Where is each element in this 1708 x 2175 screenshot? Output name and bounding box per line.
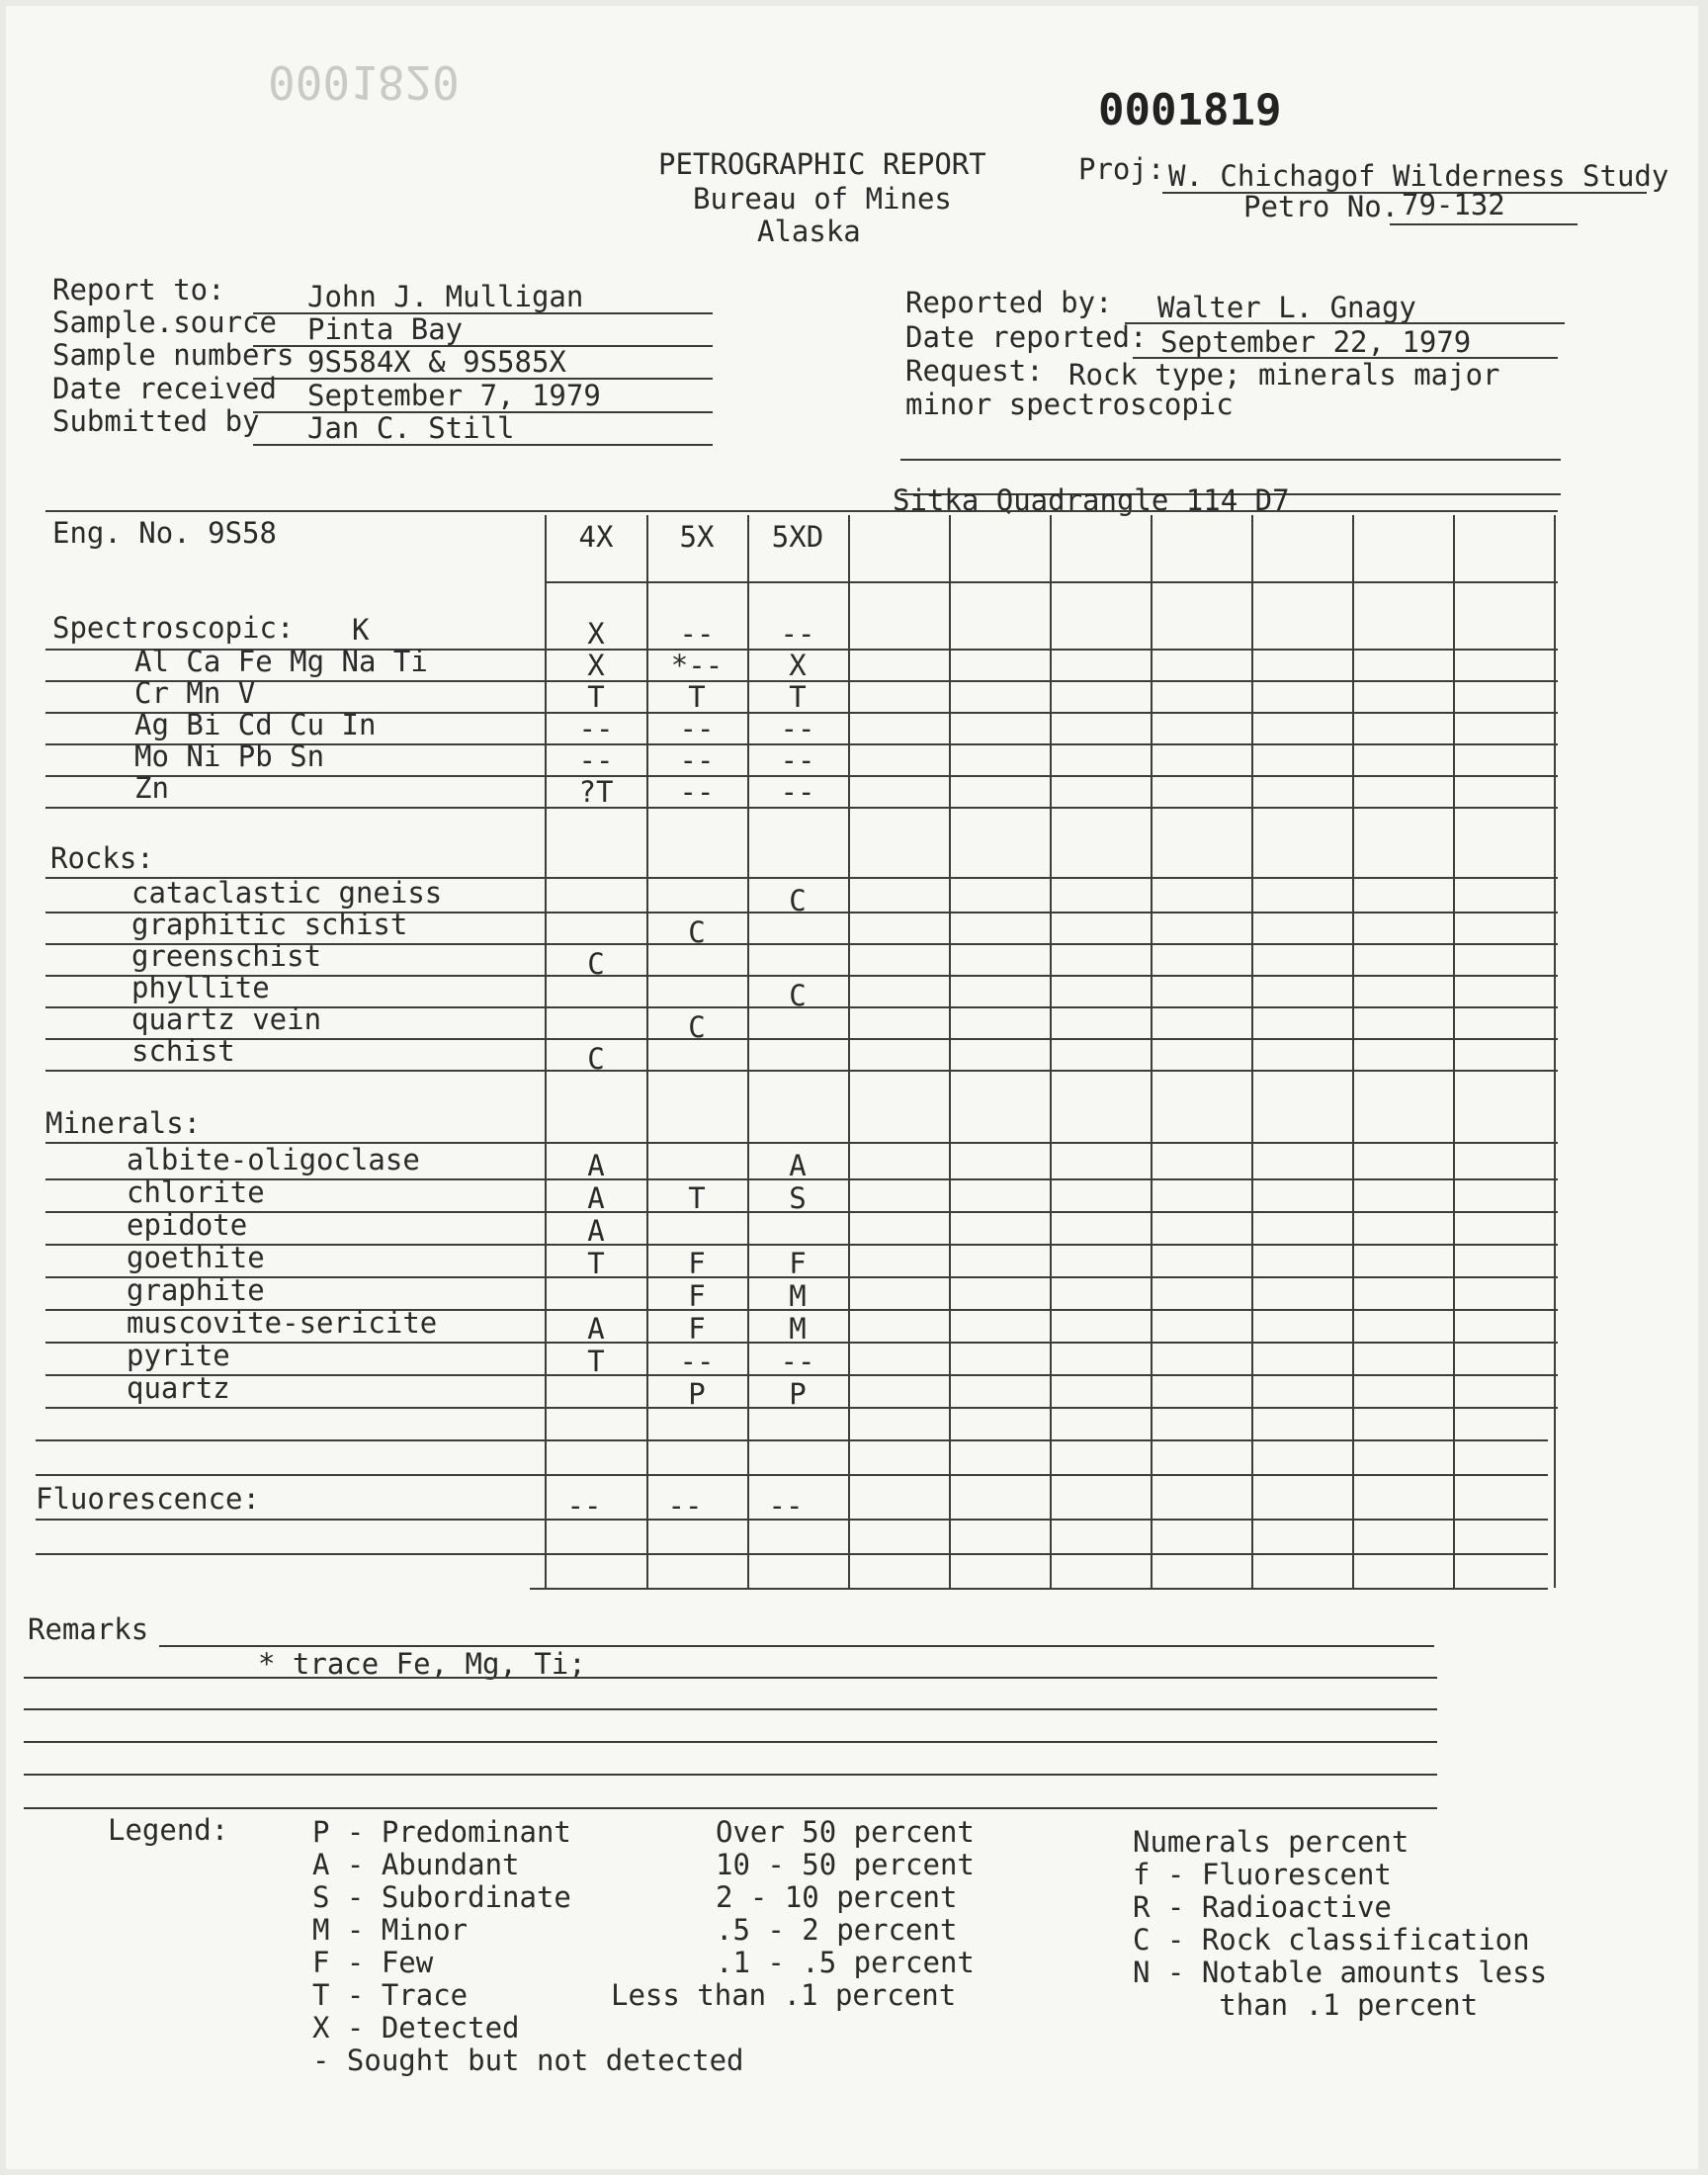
cell-value: T [587, 1247, 605, 1280]
cell-value: -- [566, 1489, 602, 1522]
legend-label: Legend: [108, 1813, 229, 1847]
row-label: cataclastic gneiss [131, 876, 443, 910]
field-value: Pinta Bay [307, 312, 464, 346]
cell-value: -- [780, 743, 815, 777]
cell-value: -- [578, 712, 614, 745]
document-page [6, 6, 1698, 2169]
cell-value: C [789, 884, 807, 917]
cell-value: C [688, 915, 706, 949]
field-value: Jan C. Still [307, 411, 515, 445]
cell-value: M [789, 1312, 807, 1346]
cell-value: F [789, 1247, 807, 1280]
section-fluorescence: Fluorescence: [36, 1482, 260, 1516]
project-value: W. Chichagof Wilderness Study [1168, 159, 1669, 193]
column-header-4x: 4X [578, 520, 614, 554]
cell-value: -- [679, 712, 715, 745]
field-value: John J. Mulligan [307, 280, 584, 313]
state-name: Alaska [757, 215, 861, 248]
cell-value: C [587, 1042, 605, 1076]
row-label: muscovite-sericite [127, 1306, 438, 1340]
field-label: Submitted by [52, 404, 260, 438]
cell-value: A [587, 1149, 605, 1182]
cell-value: A [587, 1214, 605, 1248]
legend-code: - Sought but not detected [312, 2044, 744, 2077]
row-label: chlorite [127, 1175, 265, 1209]
remarks-text: * trace Fe, Mg, Ti; [258, 1647, 586, 1681]
cell-value: F [688, 1279, 706, 1313]
legend-code: P - Predominant [312, 1815, 571, 1849]
legend-range: .1 - .5 percent [716, 1946, 975, 1979]
legend-note: R - Radioactive [1133, 1890, 1392, 1924]
legend-note: N - Notable amounts less [1133, 1956, 1548, 1989]
row-label: pyrite [127, 1339, 230, 1372]
cell-value: P [789, 1377, 807, 1411]
row-label: schist [131, 1034, 235, 1068]
cell-value: M [789, 1279, 807, 1313]
row-label: K [352, 613, 370, 647]
cell-value: F [688, 1312, 706, 1346]
row-label: Al Ca Fe Mg Na Ti [134, 645, 428, 678]
row-label: Ag Bi Cd Cu In [134, 708, 377, 741]
section-minerals: Minerals: [45, 1106, 202, 1140]
legend-note: Numerals percent [1133, 1825, 1409, 1859]
field-label: Sample numbers [52, 338, 295, 372]
row-label: Mo Ni Pb Sn [134, 740, 325, 773]
row-label: graphite [127, 1273, 265, 1307]
cell-value: -- [679, 775, 715, 809]
column-header-5x: 5X [679, 520, 715, 554]
cell-value: -- [578, 743, 614, 777]
remarks-label: Remarks [28, 1612, 149, 1646]
cell-value: P [688, 1377, 706, 1411]
cell-value: -- [780, 1345, 815, 1378]
field-value: 9S584X & 9S585X [307, 345, 566, 379]
cell-value: X [587, 649, 605, 682]
legend-range: 2 - 10 percent [716, 1880, 958, 1914]
cell-value: A [789, 1149, 807, 1182]
field-label: Date received [52, 372, 277, 405]
petro-no-label: Petro No. [1243, 190, 1400, 223]
legend-code: X - Detected [312, 2011, 520, 2044]
row-label: goethite [127, 1241, 265, 1274]
legend-code: S - Subordinate [312, 1880, 571, 1914]
field-label: Sample.source [52, 305, 277, 339]
cell-value: S [789, 1181, 807, 1215]
row-label: phyllite [131, 971, 270, 1004]
legend-code: M - Minor [312, 1913, 469, 1947]
legend-range: 10 - 50 percent [716, 1848, 975, 1881]
agency-name: Bureau of Mines [693, 182, 952, 216]
reported-by-label: Reported by: [905, 286, 1113, 319]
cell-value: A [587, 1181, 605, 1215]
cell-value: X [587, 617, 605, 651]
cell-value: A [587, 1312, 605, 1346]
reported-by-value: Walter L. Gnagy [1157, 291, 1416, 324]
cell-value: -- [780, 775, 815, 809]
row-label: Cr Mn V [134, 676, 256, 710]
cell-value: -- [768, 1489, 804, 1522]
request-value-line2: minor spectroscopic [905, 388, 1234, 421]
cell-value: ?T [578, 775, 614, 809]
cell-value: -- [679, 1345, 715, 1378]
quadrangle: Sitka Quadrangle 114 D7 [893, 483, 1290, 517]
legend-range: .5 - 2 percent [716, 1913, 958, 1947]
row-label: quartz [127, 1371, 230, 1405]
report-title: PETROGRAPHIC REPORT [658, 147, 986, 181]
field-value: September 7, 1979 [307, 379, 601, 412]
faded-stamp-number: 0001820 [268, 55, 460, 109]
cell-value: C [587, 947, 605, 981]
cell-value: -- [679, 743, 715, 777]
cell-value: T [688, 1181, 706, 1215]
eng-no: Eng. No. 9S58 [52, 516, 277, 550]
legend-note: f - Fluorescent [1133, 1858, 1392, 1891]
legend-code: A - Abundant [312, 1848, 520, 1881]
cell-value: F [688, 1247, 706, 1280]
date-reported-label: Date reported: [905, 320, 1148, 354]
cell-value: -- [780, 712, 815, 745]
row-label: Zn [134, 771, 169, 805]
row-label: graphitic schist [131, 908, 408, 941]
field-label: Report to: [52, 273, 225, 306]
stamp-number: 0001819 [1098, 85, 1282, 135]
row-label: epidote [127, 1208, 248, 1242]
legend-range: Less than .1 percent [611, 1978, 957, 2012]
cell-value: -- [679, 617, 715, 651]
legend-note: than .1 percent [1133, 1988, 1479, 2022]
request-label: Request: [905, 354, 1044, 388]
legend-note: C - Rock classification [1133, 1923, 1530, 1957]
project-label: Proj: [1078, 152, 1165, 186]
cell-value: T [587, 680, 605, 714]
section-spectroscopic: Spectroscopic: [52, 611, 295, 645]
column-header-5xd: 5XD [771, 520, 824, 554]
cell-value: T [789, 680, 807, 714]
petro-no-value: 79-132 [1402, 188, 1505, 221]
cell-value: C [688, 1010, 706, 1044]
legend-range: Over 50 percent [716, 1815, 975, 1849]
row-label: albite-oligoclase [127, 1143, 420, 1176]
cell-value: C [789, 979, 807, 1012]
date-reported-value: September 22, 1979 [1160, 325, 1472, 359]
request-value: Rock type; minerals major [1068, 358, 1500, 392]
cell-value: -- [667, 1489, 703, 1522]
legend-code: T - Trace [312, 1978, 469, 2012]
legend-code: F - Few [312, 1946, 434, 1979]
cell-value: T [688, 680, 706, 714]
section-rocks: Rocks: [50, 841, 154, 875]
cell-value: T [587, 1345, 605, 1378]
cell-value: *-- [670, 649, 724, 682]
row-label: greenschist [131, 939, 322, 973]
cell-value: -- [780, 617, 815, 651]
row-label: quartz vein [131, 1002, 322, 1036]
cell-value: X [789, 649, 807, 682]
